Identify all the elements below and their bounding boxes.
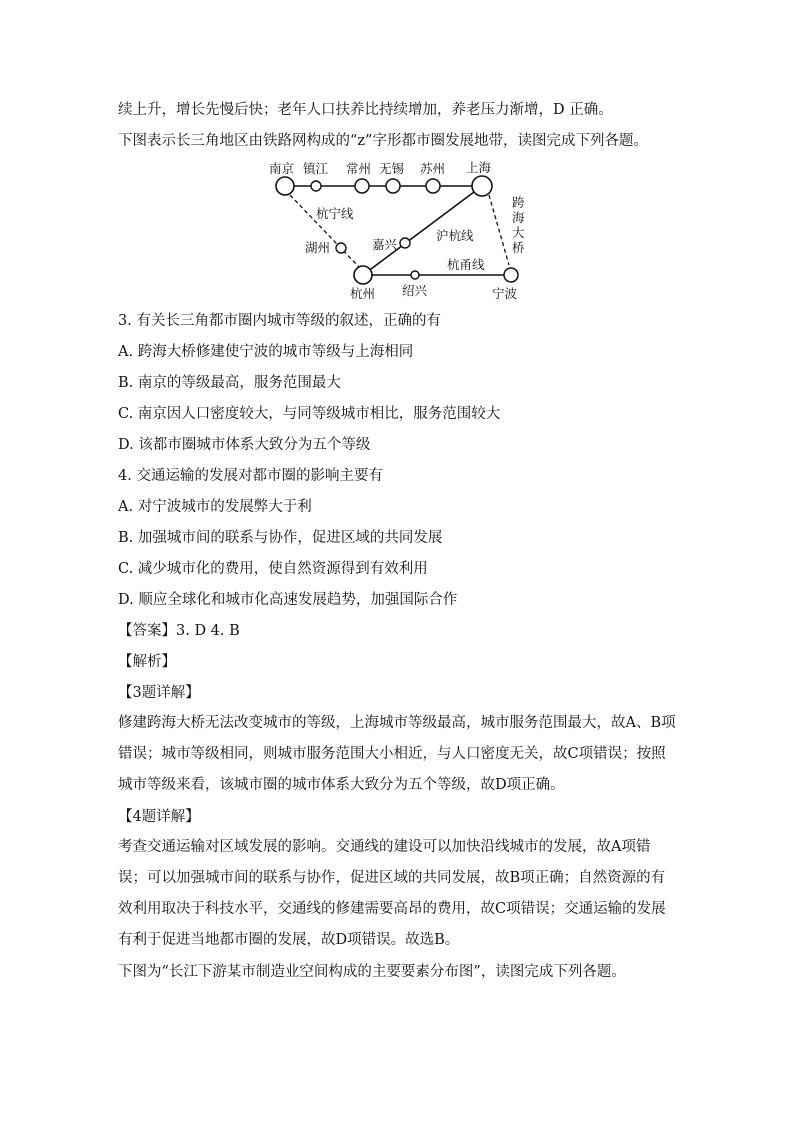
label-hangzhou: 杭州 (350, 286, 376, 301)
label-changzhou: 常州 (346, 161, 372, 176)
question-intro: 下图表示长三角地区由铁路网构成的“z”字形都市圈发展地带，读图完成下列各题。 (118, 133, 648, 149)
explain-3-text: 修建跨海大桥无法改变城市的等级，上海城市等级最高，城市服务范围最大，故A、B项错误；城市等级相同，则城市服务范围大小相近，与人口密度无关，故C项错误；按照城市等级来看，该城市圈的城市体系大致分为五个等级，故D项正确。 (118, 715, 676, 793)
explain-4-heading: 【4题详解】 (118, 809, 200, 825)
label-nanjing: 南京 (269, 161, 295, 176)
option-3c: C. 南京因人口密度较大，与同等级城市相比，服务范围较大 (118, 406, 501, 422)
option-3b: B. 南京的等级最高，服务范围最大 (118, 375, 341, 391)
label-bridge-1: 跨 (512, 195, 525, 210)
question-3: 3. 有关长三角都市圈内城市等级的叙述，正确的有 (118, 313, 441, 329)
label-huhang-line: 沪杭线 (436, 228, 474, 243)
node-shanghai (472, 176, 492, 196)
node-nanjing (276, 177, 294, 195)
explain-4-text: 考查交通运输对区域发展的影响。交通线的建设可以加快沿线城市的发展，故A项错误；可以加强城市间的联系与协作，促进区域的共同发展，故B项正确；自然资源的有效利用取决于科技水平，交通线的修建需要高昂的费用，故C项错误；交通运输的发展有利于促进当地都市圈的发展，故D项错误。故选B。 (118, 839, 666, 948)
label-zhenjiang: 镇江 (303, 161, 329, 176)
analysis-heading: 【解析】 (118, 654, 176, 670)
label-bridge-3: 大 (512, 225, 525, 240)
option-3d: D. 该都市圈城市体系大致分为五个等级 (118, 437, 371, 453)
label-huzhou: 湖州 (305, 240, 331, 255)
label-shaoxing: 绍兴 (402, 283, 428, 298)
question-4: 4. 交通运输的发展对都市圈的影响主要有 (118, 468, 383, 484)
node-changzhou (355, 179, 369, 193)
option-4a: A. 对宁波城市的发展弊大于利 (118, 499, 312, 515)
text-line: 续上升，增长先慢后快；老年人口扶养比持续增加，养老压力渐增，D 正确。 (118, 102, 613, 118)
rail-network-map (0, 155, 794, 305)
node-wuxi (386, 179, 400, 193)
label-hangyong-line: 杭甬线 (447, 257, 485, 272)
node-huzhou (336, 243, 346, 253)
sea-bridge-line (489, 195, 509, 265)
explain-3-heading: 【3题详解】 (118, 685, 200, 701)
label-hangning-line: 杭宁线 (316, 206, 354, 221)
option-4b: B. 加强城市间的联系与协作，促进区域的共同发展 (118, 530, 443, 546)
label-suzhou: 苏州 (420, 161, 446, 176)
question-intro-2: 下图为“长江下游某市制造业空间构成的主要要素分布图”，读图完成下列各题。 (118, 964, 626, 980)
option-4d: D. 顺应全球化和城市化高速发展趋势，加强国际合作 (118, 592, 458, 608)
node-hangzhou (354, 266, 372, 284)
answer-line: 【答案】3. D 4. B (118, 623, 240, 639)
option-3a: A. 跨海大桥修建使宁波的城市等级与上海相同 (118, 344, 414, 360)
label-shanghai: 上海 (466, 160, 492, 175)
node-jiaxing (400, 238, 410, 248)
node-shaoxing (411, 271, 419, 279)
node-suzhou (426, 179, 440, 193)
node-zhenjiang (311, 181, 321, 191)
option-4c: C. 减少城市化的费用，使自然资源得到有效利用 (118, 561, 428, 577)
label-bridge-4: 桥 (512, 240, 525, 255)
node-ningbo (504, 268, 518, 282)
label-ningbo: 宁波 (492, 286, 518, 301)
label-bridge-2: 海 (512, 210, 525, 225)
label-jiaxing: 嘉兴 (372, 237, 398, 252)
label-wuxi: 无锡 (379, 161, 405, 176)
